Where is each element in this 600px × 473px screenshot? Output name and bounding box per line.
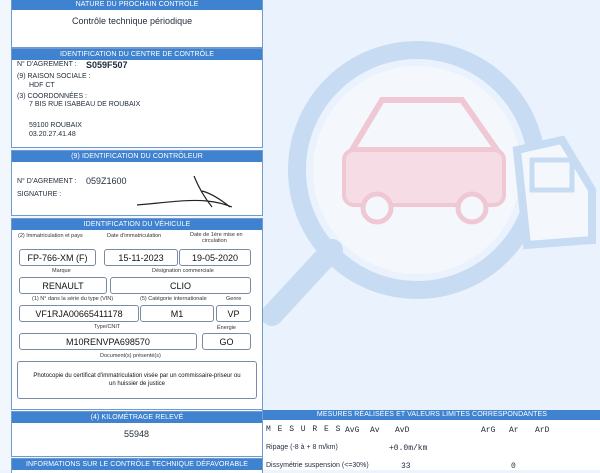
immat-label: (2) Immatriculation et pays <box>18 233 83 239</box>
documents-line-1: Photocopie du certificat d'immatriculation visée par un commissaire-priseur ou <box>33 373 241 379</box>
measures-card <box>262 410 600 470</box>
magnifier-car-watermark <box>262 0 600 410</box>
designation-value: CLIO <box>110 277 251 294</box>
vin-value: VF1RJA00665411178 <box>19 305 139 322</box>
categorie-label: (5) Catégorie internationale <box>140 296 207 302</box>
type-cnit-label: Type/CNIT <box>94 324 121 330</box>
signature-scribble <box>132 171 242 213</box>
susp-row <box>266 462 369 469</box>
controller-card <box>11 150 263 216</box>
mileage-card <box>11 411 263 457</box>
susp-range: (<=30%) <box>341 462 369 469</box>
susp-value-front: 33 <box>401 462 411 471</box>
documents-label: Document(s) présenté(s) <box>100 353 161 359</box>
categorie-value: M1 <box>140 305 214 322</box>
controller-header: (9) IDENTIFICATION DU CONTRÔLEUR <box>12 151 262 162</box>
date-immat-value: 15-11-2023 <box>104 249 178 266</box>
next-inspection-value: Contrôle technique périodique <box>72 16 193 26</box>
marque-value: RENAULT <box>19 277 107 294</box>
documents-line-2: un huissier de justice <box>108 381 166 387</box>
raison-sociale-value: HDF CT <box>29 82 55 89</box>
center-phone: 03.20.27.41.48 <box>29 131 76 138</box>
mileage-value: 55948 <box>124 429 150 439</box>
center-agrement-value: S059F507 <box>86 60 128 70</box>
next-inspection-header: NATURE DU PROCHAIN CONTROLE <box>12 0 262 10</box>
center-card <box>11 48 263 148</box>
controller-agrement-value: 059Z1600 <box>86 176 127 186</box>
vehicle-header: IDENTIFICATION DU VÉHICULE <box>12 219 262 230</box>
date-first-label-1: Date de 1ère mise en <box>190 232 243 238</box>
vehicle-card <box>11 218 263 410</box>
coordonnees-label: (3) COORDONNÉES : <box>17 93 88 100</box>
next-inspection-card <box>11 0 263 48</box>
controller-agrement-label: N° D'AGREMENT : <box>17 178 77 185</box>
type-cnit-value: M10RENVPA698570 <box>19 333 197 350</box>
date-first-value: 19-05-2020 <box>179 249 251 266</box>
col-avd: AvD <box>395 426 410 435</box>
raison-sociale-label: (9) RAISON SOCIALE : <box>17 73 91 80</box>
ripage-range: (-8 à + 8 m/km) <box>290 444 338 451</box>
ripage-row <box>266 444 338 451</box>
col-arg: ArG <box>481 426 496 435</box>
center-address: 7 BIS RUE ISABEAU DE ROUBAIX <box>29 101 141 108</box>
ripage-label: Ripage <box>266 444 289 451</box>
energie-value: GO <box>202 333 251 350</box>
center-city: 59100 ROUBAIX <box>29 122 82 129</box>
genre-value: VP <box>216 305 251 322</box>
signature-label: SIGNATURE : <box>17 191 62 198</box>
susp-label: Dissymétrie suspension <box>266 462 340 469</box>
marque-label: Marque <box>52 268 71 274</box>
col-ard: ArD <box>535 426 550 435</box>
energie-label: Énergie <box>217 325 236 331</box>
susp-value-rear: 0 <box>511 462 516 471</box>
designation-label: Désignation commerciale <box>152 268 214 274</box>
immat-value: FP-766-XM (F) <box>19 249 96 266</box>
documents-value <box>17 361 257 399</box>
ripage-value: +0.0m/km <box>389 444 428 453</box>
center-header: IDENTIFICATION DU CENTRE DE CONTRÔLE <box>12 49 262 60</box>
right-panel <box>262 0 600 410</box>
date-immat-label: Date d'immatriculation <box>107 233 162 239</box>
col-ar: Ar <box>509 426 519 435</box>
measures-header: MESURES RÉALISÉES ET VALEURS LIMITES CORRESPONDANTES <box>263 410 600 420</box>
col-avg: AvG <box>345 426 360 435</box>
date-first-label-2: circulation <box>202 238 227 244</box>
genre-label: Genre <box>226 296 242 302</box>
vin-label: (1) N° dans la série du type (VIN) <box>32 296 114 302</box>
unfavorable-card <box>11 458 263 473</box>
col-av: Av <box>370 426 380 435</box>
center-agrement-label: N° D'AGREMENT : <box>17 61 77 68</box>
unfavorable-header: INFORMATIONS SUR LE CONTRÔLE TECHNIQUE DÉFAVORABLE <box>12 459 262 470</box>
mileage-header: (4) KILOMÉTRAGE RELEVÉ <box>12 412 262 423</box>
measures-col-mesures: M E S U R E S <box>266 425 342 434</box>
